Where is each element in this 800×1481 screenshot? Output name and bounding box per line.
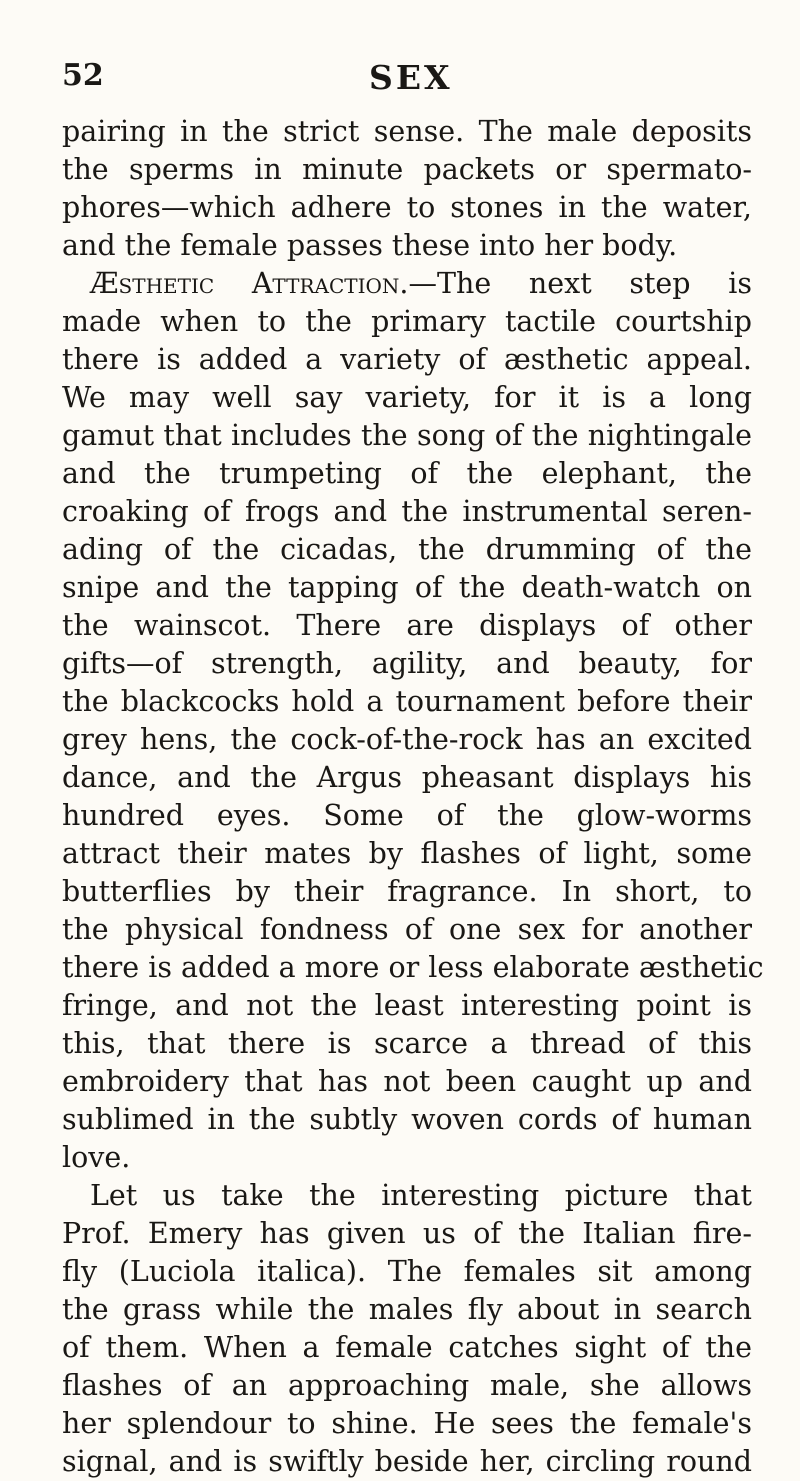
- text-line: the sperms in minute packets or spermato-: [62, 153, 752, 186]
- body-text: [62, 113, 764, 1481]
- text-line: and the female passes these into her body.: [62, 229, 678, 262]
- text-line: dance, and the Argus pheasant displays his: [62, 761, 752, 794]
- text-line: of them. When a female catches sight of the: [62, 1331, 752, 1364]
- text-line: the physical fondness of one sex for another: [62, 913, 752, 946]
- text-line: sublimed in the subtly woven cords of human: [62, 1103, 752, 1136]
- text-line: phores—which adhere to stones in the water,: [62, 191, 752, 224]
- text-line: love.: [62, 1141, 131, 1174]
- running-head: [62, 58, 738, 98]
- text-line: there is added a variety of æsthetic appeal.: [62, 343, 752, 376]
- text-line: Prof. Emery has given us of the Italian fire-: [62, 1217, 752, 1250]
- text-line: Let us take the interesting picture that: [90, 1179, 752, 1212]
- text-line: croaking of frogs and the instrumental seren-: [62, 495, 752, 528]
- text-line: fringe, and not the least interesting point is: [62, 989, 752, 1022]
- text-line: fly (Luciola italica). The females sit among: [62, 1255, 752, 1288]
- text-line: gamut that includes the song of the nightingale: [62, 419, 752, 452]
- text-line: the grass while the males fly about in search: [62, 1293, 752, 1326]
- text-line: there is added a more or less elaborate æsthetic: [62, 951, 764, 984]
- section-heading-line: [62, 265, 752, 303]
- page-number: 52: [62, 58, 104, 93]
- text-line: made when to the primary tactile courtship: [62, 305, 752, 338]
- text-line: butterflies by their fragrance. In short, to: [62, 875, 752, 908]
- text-line: We may well say variety, for it is a long: [62, 381, 752, 414]
- text-line: the wainscot. There are displays of other: [62, 609, 752, 642]
- text-line: snipe and the tapping of the death-watch on: [62, 571, 752, 604]
- text-line: flashes of an approaching male, she allows: [62, 1369, 752, 1402]
- text-line: grey hens, the cock-of-the-rock has an excited: [62, 723, 752, 756]
- running-title: SEX: [369, 58, 453, 97]
- section-heading: Æsthetic Attraction.: [90, 267, 409, 300]
- text-line-continuation: —The next step is: [408, 267, 752, 300]
- text-line: signal, and is swiftly beside her, circling round: [62, 1445, 752, 1478]
- text-line: the blackcocks hold a tournament before their: [62, 685, 752, 718]
- text-line: this, that there is scarce a thread of this: [62, 1027, 752, 1060]
- text-line: attract their mates by flashes of light, some: [62, 837, 752, 870]
- text-line: ading of the cicadas, the drumming of the: [62, 533, 752, 566]
- text-line: gifts—of strength, agility, and beauty, for: [62, 647, 752, 680]
- text-line: her splendour to shine. He sees the female's: [62, 1407, 752, 1440]
- text-line: and the trumpeting of the elephant, the: [62, 457, 752, 490]
- text-line: embroidery that has not been caught up and: [62, 1065, 752, 1098]
- text-line: hundred eyes. Some of the glow-worms: [62, 799, 752, 832]
- text-line: pairing in the strict sense. The male deposits: [62, 115, 752, 148]
